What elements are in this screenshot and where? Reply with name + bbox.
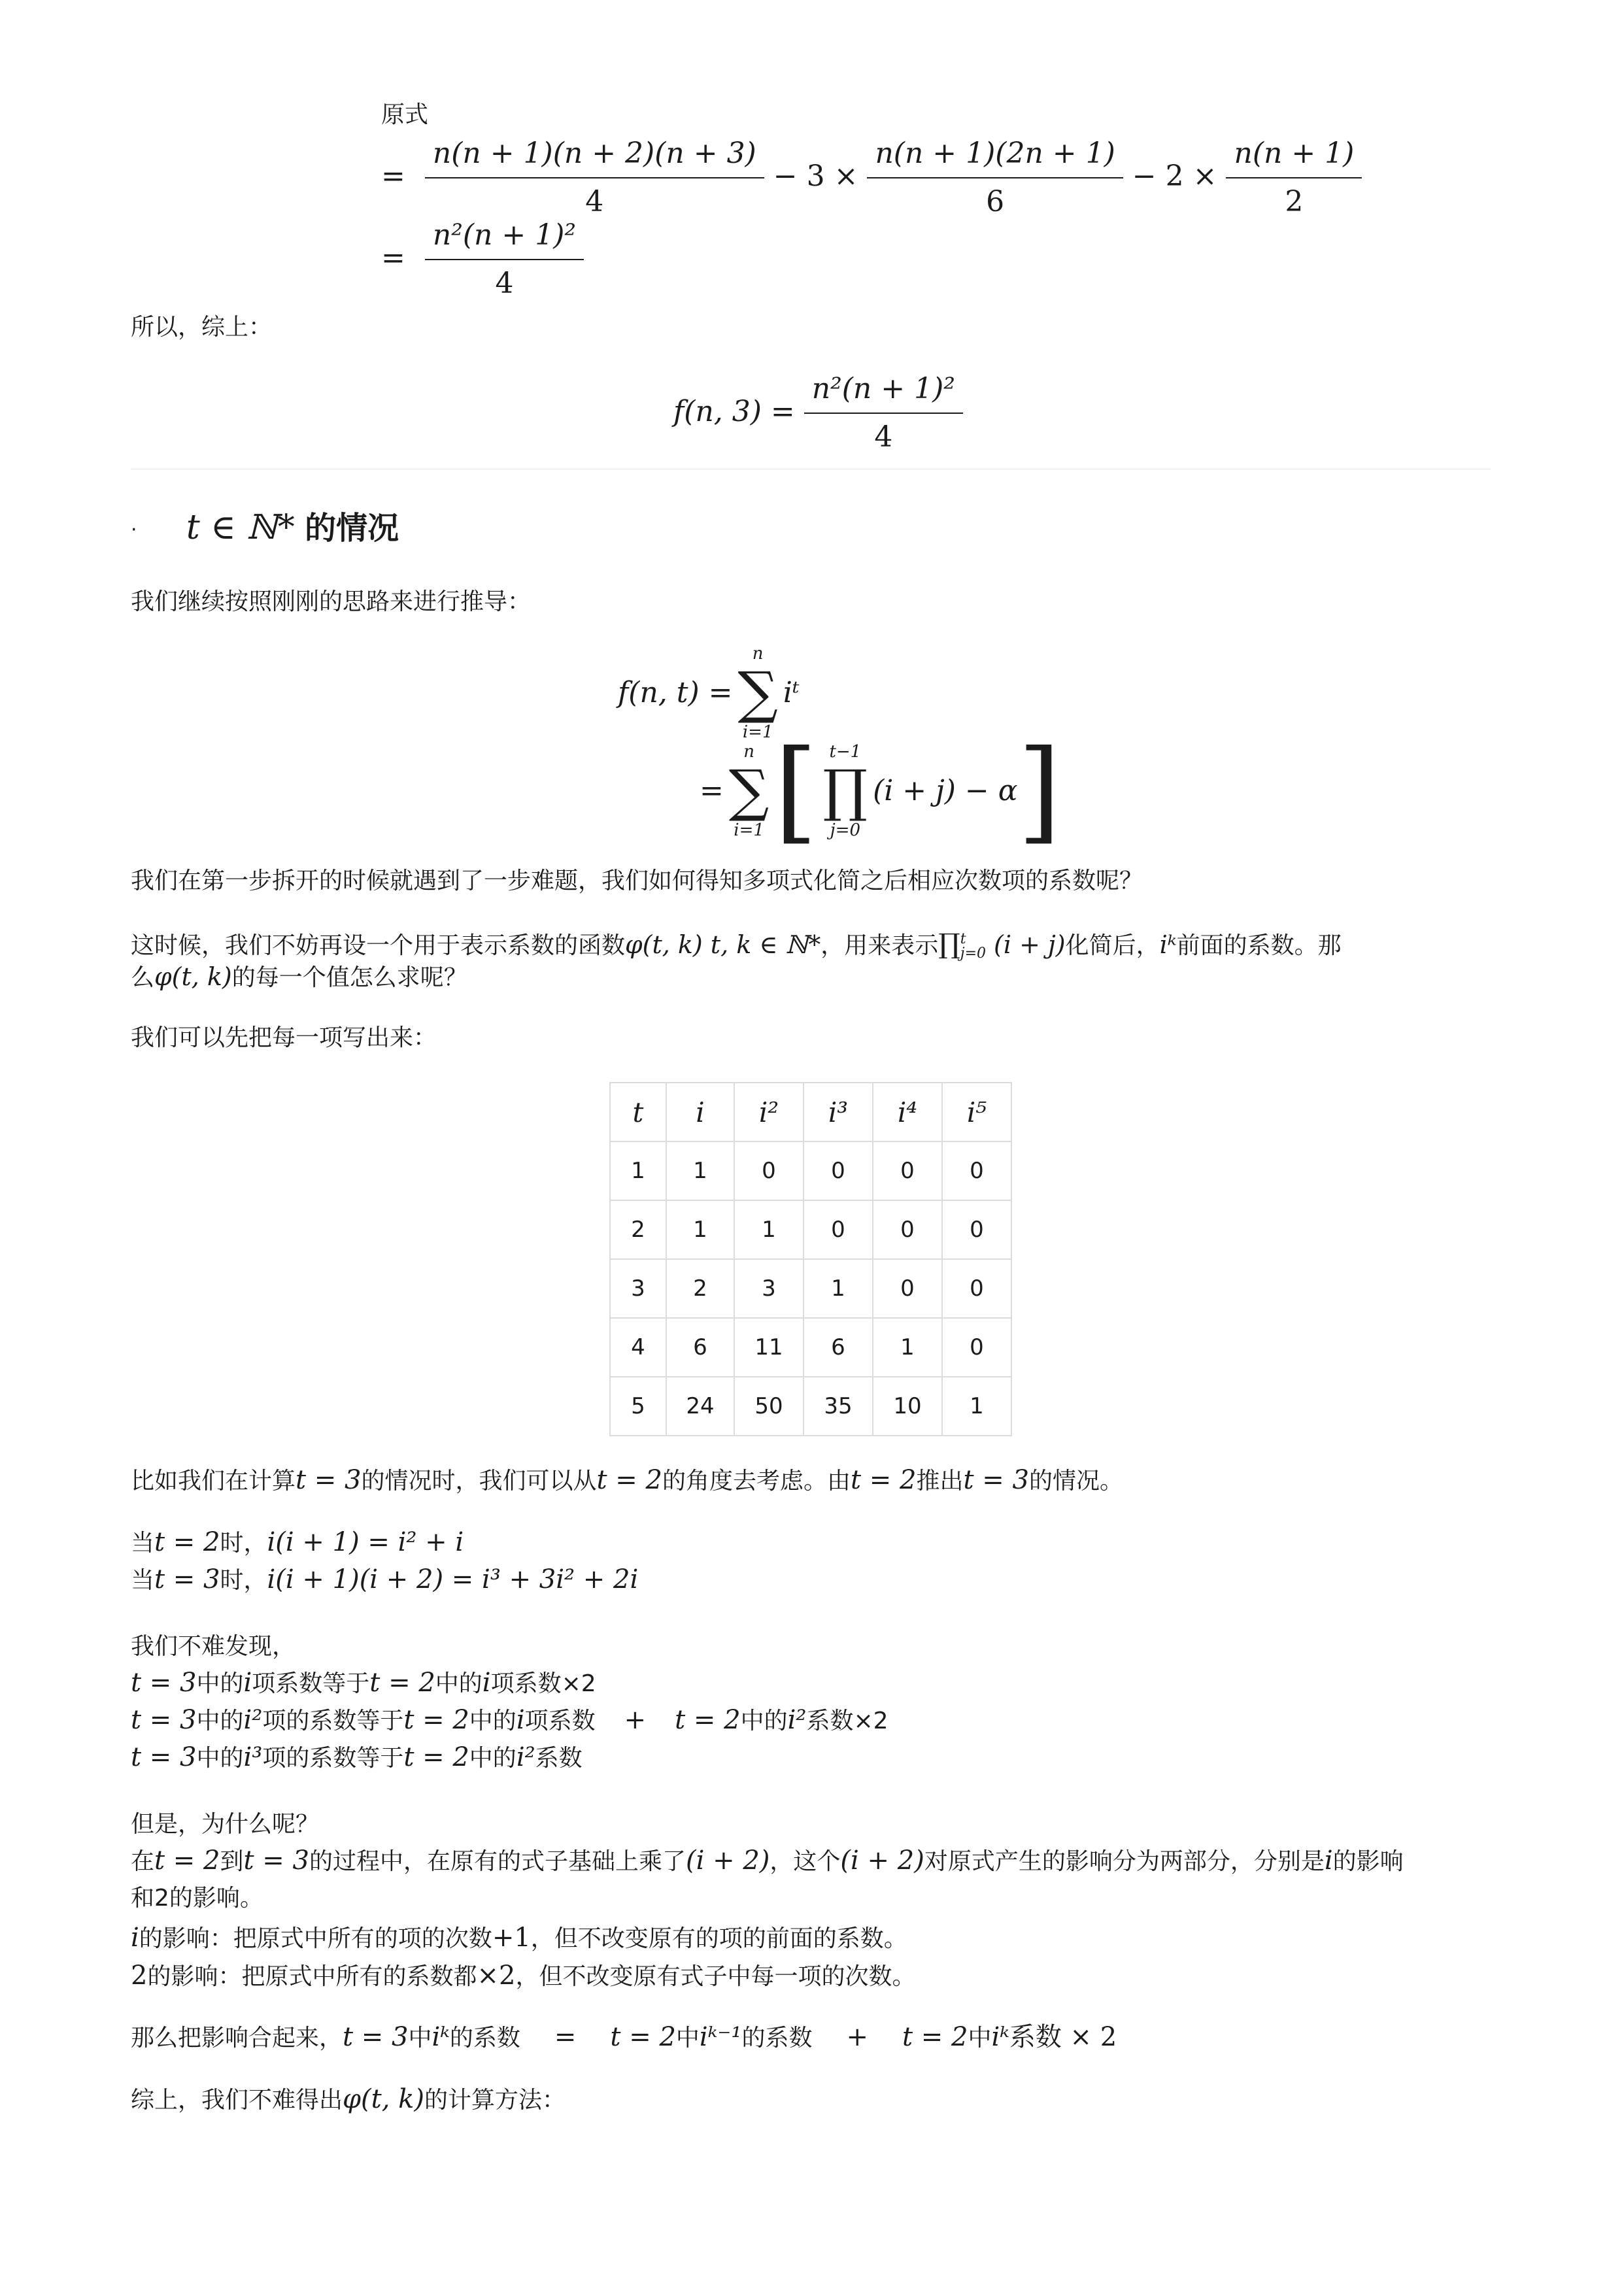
find-l1-0: t = 3 [131,1668,197,1698]
table-cell: 0 [942,1200,1011,1259]
fraction-result-denominator: 4 [425,259,584,303]
table-cell: 1 [942,1377,1011,1436]
combine-2: 中 [408,2025,432,2051]
operator-minus-3: − 3 × [773,160,858,193]
table-cell: 10 [873,1377,942,1436]
table-cell: 3 [734,1259,804,1318]
phi-text-f: 化简后， [1065,932,1160,959]
table-cell: 0 [734,1141,804,1200]
why-l1-9: i [1324,1846,1333,1876]
section-heading-math: t ∈ ℕ* [186,508,295,547]
fraction-result-numerator: n²(n + 1)² [432,218,576,252]
bullet-icon: · [131,518,137,541]
find-l1-4: t = 2 [369,1668,435,1698]
fraction-1-denominator: 4 [425,177,764,222]
when-t2-a: 当 [131,1530,155,1557]
table-cell: 0 [942,1141,1011,1200]
product-inline-icon: ∏ [938,928,960,960]
why-l1-8: 对原式产生的影响分为两部分，分别是 [924,1848,1325,1875]
combine-line [131,2020,1117,2055]
find-l2-9: t = 2 [675,1705,741,1735]
find-l2-4: t = 2 [403,1705,469,1735]
table-cell: 0 [873,1141,942,1200]
phi-text-c: ，用来表示 [820,932,939,959]
when-t2-c: 时， [220,1530,267,1557]
product-inline-upper: t [960,931,966,947]
why-l4-2: ×2 [477,1961,516,1991]
combine-4: 的系数 [449,2025,520,2051]
find-l3-6: i² [516,1742,535,1772]
product-lower-limit: j=0 [830,820,861,840]
phi2-math-b: φ(t, k) [154,962,232,991]
when-t3-d: i(i + 1)(i + 2) = i³ + 3i² + 2i [267,1564,639,1594]
why-l1-6: ，这个 [770,1848,841,1875]
table-row [610,1377,1011,1436]
product-inline-lower: j=0 [960,945,987,962]
left-bracket-icon: [ [774,726,818,856]
find-l2-10: 中的 [740,1708,788,1734]
table-cell: 6 [804,1318,873,1377]
fraction-2 [871,134,1119,222]
paragraph-continue: 我们继续按照刚刚的思路来进行推导： [131,588,532,615]
final-line [131,2082,566,2117]
final-b: φ(t, k) [343,2084,424,2114]
table-cell: 0 [804,1141,873,1200]
combine-1: t = 3 [343,2022,409,2052]
product-upper-limit: t−1 [829,742,862,762]
find-line-2 [131,1703,888,1738]
fraction-3-numerator: n(n + 1) [1234,137,1355,170]
section-heading-title: 的情况 [305,510,399,547]
product-inline-limits [960,932,986,961]
why-l1-0: 在 [131,1848,155,1875]
find-l2-7: 项系数 [524,1708,596,1734]
find-l1-1: 中的 [196,1670,244,1697]
when-t2-b: t = 2 [154,1527,220,1557]
phi-text-h: 前面的系数。那 [1176,932,1342,959]
derivation-equals: = [700,774,724,807]
find-l2-2: i² [243,1705,263,1735]
combine-plus: + [846,2022,868,2052]
example-math-h: t = 3 [963,1465,1029,1495]
combine-12: 中 [968,2025,992,2051]
table-cell: 0 [804,1200,873,1259]
table-cell: 6 [666,1318,734,1377]
sum-lower-limit: i=1 [742,722,773,742]
derivation-line-2 [700,726,1061,856]
why-l4-3: ，但不改变原有式子中每一项的次数。 [515,1963,916,1990]
why-l1-10: 的影响 [1332,1848,1404,1875]
why-l1-4: 的过程中，在原有的式子基础上乘了 [309,1848,686,1875]
sum-upper-limit: n [752,644,764,664]
derivation-term-1: iᵗ [783,676,800,709]
table-cell: 0 [873,1259,942,1318]
why-line-4 [131,1959,915,1994]
find-title: 我们不难发现， [131,1633,296,1660]
table-cell: 11 [734,1318,804,1377]
table-header-i5: i⁵ [942,1083,1011,1141]
combine-7: 中 [675,2025,700,2051]
table-row [610,1318,1011,1377]
table-row [610,1141,1011,1200]
phi2-text-a: 么 [131,964,155,991]
paragraph-example [131,1463,1123,1498]
find-l3-3: 项的系数等于 [262,1745,404,1772]
why-l1-2: 到 [220,1848,244,1875]
fraction-1-numerator: n(n + 1)(n + 2)(n + 3) [432,137,756,170]
table-cell: 1 [734,1200,804,1259]
paragraph-problem: 我们在第一步拆开的时候就遇到了一步难题，我们如何得知多项式化简之后相应次数项的系数呢？ [131,868,1143,894]
find-l1-5: 中的 [435,1670,482,1697]
find-l3-4: t = 2 [403,1742,469,1772]
table-cell: 3 [610,1259,666,1318]
find-l2-11: i² [787,1705,807,1735]
fraction-1 [429,134,760,222]
when-t3-b: t = 3 [154,1564,220,1594]
why-l1-3: t = 3 [243,1846,309,1876]
result-f3-lhs: f(n, 3) = [673,395,795,428]
combine-3: iᵏ [431,2022,450,2052]
why-l1-1: t = 2 [154,1846,220,1876]
table-header-t: t [610,1083,666,1141]
example-math-d: t = 2 [596,1465,662,1495]
table-cell: 1 [804,1259,873,1318]
why-l3-2: +1 [492,1923,531,1953]
table-cell: 0 [942,1318,1011,1377]
paragraph-phi-line-1 [131,927,1342,963]
combine-11: t = 2 [902,2022,968,2052]
product-symbol [823,742,868,840]
why-line-2: 和2的影响。 [131,1885,263,1912]
table-cell: 2 [610,1200,666,1259]
combine-0: 那么把影响合起来， [131,2025,343,2051]
conclusion-prefix: 所以，综上： [131,314,273,341]
phi-text-a: 这时候，我们不妨再设一个用于表示系数的函数 [131,932,626,959]
fraction-3-denominator: 2 [1226,177,1362,222]
why-l1-5: (i + 2) [685,1846,770,1876]
table-cell: 4 [610,1318,666,1377]
coefficient-table [609,1082,1012,1436]
find-l2-plus: + [624,1705,647,1735]
why-line-1 [131,1844,1404,1879]
find-line-3 [131,1740,583,1776]
product-icon: ∏ [822,758,868,824]
table-cell: 2 [666,1259,734,1318]
table-cell: 50 [734,1377,804,1436]
final-c: 的计算方法： [424,2087,566,2114]
when-t2-d: i(i + 1) = i² + i [267,1527,464,1557]
result-f3-fraction [808,369,959,457]
example-text-g: 推出 [916,1468,964,1494]
find-l3-1: 中的 [196,1745,244,1772]
why-line-3 [131,1921,907,1956]
example-math-f: t = 2 [850,1465,917,1495]
table-row [610,1200,1011,1259]
fraction-3 [1230,134,1358,222]
phi-math-g: iᵏ [1159,930,1177,959]
table-cell: 1 [666,1141,734,1200]
table-cell: 24 [666,1377,734,1436]
find-l2-6: i [516,1705,525,1735]
sum-symbol-2 [729,742,769,840]
why-title: 但是，为什么呢？ [131,1811,320,1838]
example-text-i: 的情况。 [1028,1468,1123,1494]
find-l3-7: 系数 [535,1745,583,1772]
table-cell: 35 [804,1377,873,1436]
combine-6: t = 2 [610,2022,676,2052]
derivation-line-1 [618,644,800,742]
sigma-icon: ∑ [728,758,770,824]
equation-line-1: = $\frac{n(n + 1)(n + 2)(n + 3)}{4}$ − 3 × $\frac{n(n + 1)(2n + 1)}{6}$ − 2 × $\frac{n(n + 1)}{2}$ [381,134,1362,222]
combine-13: iᵏ [991,2022,1009,2052]
example-math-b: t = 3 [296,1465,362,1495]
find-l1-6: i [482,1668,491,1698]
derivation-lhs: f(n, t) = [618,676,733,709]
why-l1-7: (i + 2) [840,1846,924,1876]
paragraph-table-intro: 我们可以先把每一项写出来： [131,1024,437,1051]
table-cell: 1 [666,1200,734,1259]
find-l1-7: 项系数×2 [490,1670,596,1697]
fraction-2-numerator: n(n + 1)(2n + 1) [875,137,1115,170]
why-l4-1: 的影响：把原式中所有的系数都 [147,1963,477,1990]
find-l3-5: 中的 [469,1745,516,1772]
phi-math-e: (i + j) [994,930,1066,959]
section-heading [131,505,399,553]
combine-equals: = [554,2022,577,2052]
combine-9: 的系数 [741,2025,813,2051]
table-header-i4: i⁴ [873,1083,942,1141]
sum-symbol [737,644,777,742]
equation-line-2: = $\frac{\text{n²(n + 1)²}}{4}$ [381,216,584,303]
phi-math-b: φ(t, k) t, k ∈ ℕ* [625,930,821,959]
table-header-i: i [666,1083,734,1141]
when-t3-c: 时， [220,1567,267,1594]
why-l3-0: i [131,1923,139,1953]
when-t3-line [131,1562,638,1598]
table-header-i3: i³ [804,1083,873,1141]
table-cell: 5 [610,1377,666,1436]
fraction-result [429,216,580,303]
table-cell: 0 [873,1200,942,1259]
table-header-i2: i² [734,1083,804,1141]
table-cell: 1 [610,1141,666,1200]
example-text-e: 的角度去考虑。由 [662,1468,851,1494]
fraction-2-denominator: 6 [867,177,1123,222]
find-l2-1: 中的 [196,1708,244,1734]
label-original: 原式 [381,101,429,128]
find-l2-5: 中的 [469,1708,516,1734]
derivation-term-2: (i + j) − α [873,774,1018,807]
find-l3-2: i³ [243,1742,263,1772]
sum2-upper-limit: n [743,742,754,762]
find-l1-2: i [243,1668,252,1698]
find-l2-12: 系数×2 [806,1708,888,1734]
table-header-row [610,1083,1011,1141]
result-f3-numerator: n²(n + 1)² [811,372,955,405]
combine-8: iᵏ⁻¹ [699,2022,742,2052]
sigma-icon: ∑ [737,660,778,726]
operator-minus-2: − 2 × [1132,160,1217,193]
phi2-text-c: 的每一个值怎么求呢？ [231,964,467,991]
paragraph-phi-line-2 [131,960,467,995]
table-row [610,1259,1011,1318]
why-l3-1: 的影响：把原式中所有的项的次数 [139,1925,492,1952]
result-f3-equation [673,369,963,457]
sum2-lower-limit: i=1 [734,820,764,840]
table-cell: 1 [873,1318,942,1377]
example-text-c: 的情况时，我们可以从 [361,1468,597,1494]
why-l3-3: ，但不改变原有的项的前面的系数。 [530,1925,907,1952]
find-l2-0: t = 3 [131,1705,197,1735]
table-cell: 0 [942,1259,1011,1318]
find-l3-0: t = 3 [131,1742,197,1772]
combine-14: 系数 × 2 [1009,2022,1117,2052]
when-t2-line [131,1525,464,1560]
find-l1-3: 项系数等于 [252,1670,370,1697]
find-l2-3: 项的系数等于 [262,1708,404,1734]
result-f3-denominator: 4 [804,413,963,457]
right-bracket-icon: ] [1017,726,1061,856]
example-text-a: 比如我们在计算 [131,1468,296,1494]
find-line-1 [131,1666,596,1701]
final-a: 综上，我们不难得出 [131,2087,343,2114]
why-l4-0: 2 [131,1961,148,1991]
when-t3-a: 当 [131,1567,155,1594]
